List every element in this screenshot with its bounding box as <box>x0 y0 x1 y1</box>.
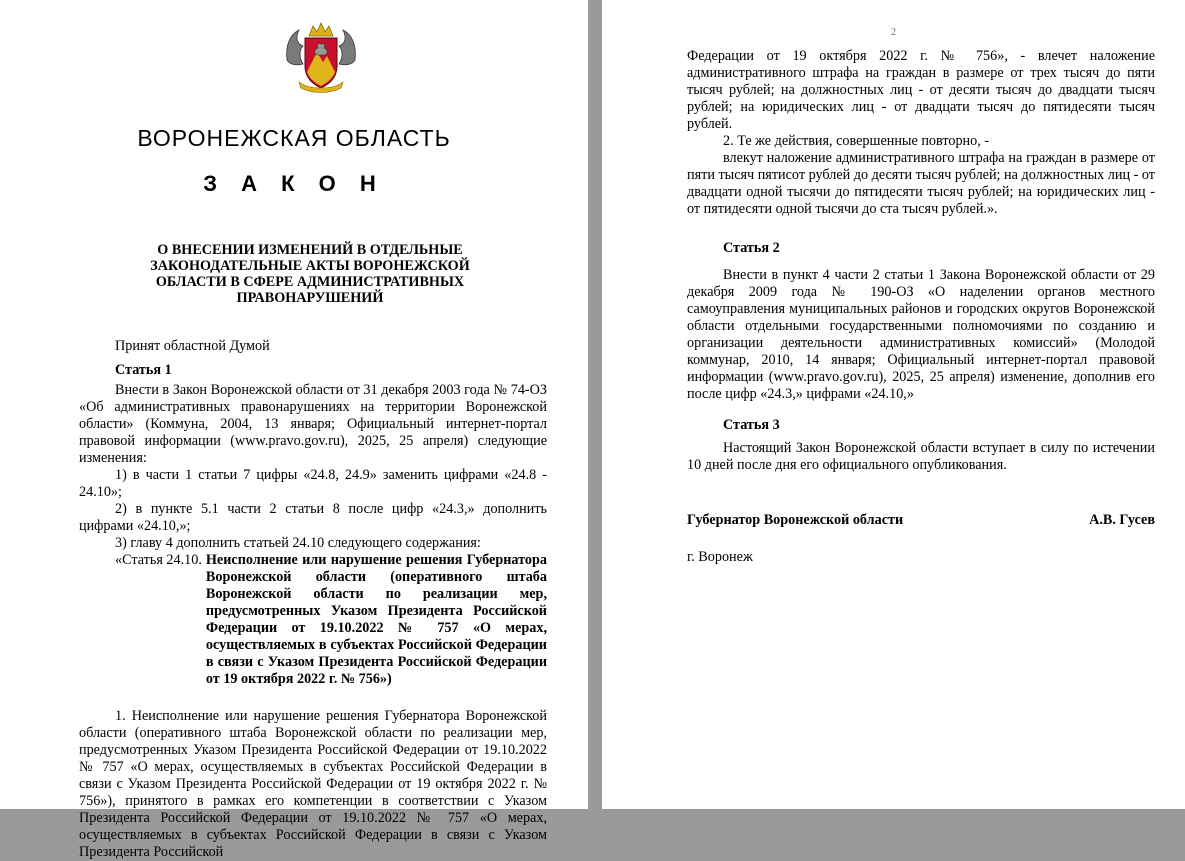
document-type-heading: З А К О Н <box>203 171 385 196</box>
article2-heading: Статья 2 <box>723 240 780 256</box>
paragraph-continuation: Федерации от 19 октября 2022 г. № 756», - влечет наложение административного штрафа на граждан в размере от трех тысяч до пяти тысяч рублей; на должностных лиц - от десяти тысяч до двадцати тысяч рублей; на юридических лиц - от двадцати тысяч до пятидесяти тысяч рублей. <box>687 48 1155 132</box>
voronezh-coat-of-arms-icon <box>281 20 361 96</box>
adopted-line: Принят областной Думой <box>115 338 270 354</box>
document-page-2 <box>602 0 1185 809</box>
page1-body <box>79 338 547 861</box>
article1-heading: Статья 1 <box>115 362 172 378</box>
city-line: г. Воронеж <box>687 549 753 565</box>
signature-line <box>687 512 1155 529</box>
page-number: 2 <box>891 27 896 38</box>
new-article-label: «Статья 24.10. <box>115 552 202 568</box>
article1-intro: Внести в Закон Воронежской области от 31 декабря 2003 года № 74-ОЗ «Об административных правонарушениях на территории Воронежской области» (Коммуна, 2004, 13 января; Официальный интернет-портал правовой информации (www.pravo.gov.ru), 2025, 25 апреля) следующие изменения: <box>79 382 547 466</box>
law-title: О ВНЕСЕНИИ ИЗМЕНЕНИЙ В ОТДЕЛЬНЫЕ ЗАКОНОДАТЕЛЬНЫЕ АКТЫ ВОРОНЕЖСКОЙ ОБЛАСТИ В СФЕРЕ АДМИНИСТРАТИВНЫХ ПРАВОНАРУШЕНИЙ <box>150 242 470 306</box>
article-paragraph-2b: влекут наложение административного штрафа на граждан в размере от пяти тысяч пятисот рублей до десяти тысяч рублей; на должностных лиц - от двадцати одной тысячи до пятидесяти тысяч рублей; на юридических лиц - от пятидесяти одной тысячи до ста тысяч рублей.». <box>687 150 1155 217</box>
article2-text: Внести в пункт 4 части 2 статьи 1 Закона Воронежской области от 29 декабря 2009 года № 190-ОЗ «О наделении органов местного самоуправления муниципальных районов и городских округов Воронежской области отдельными государственными полномочиями по созданию и организации деятельности административных комиссий» (Молодой коммунар, 2010, 14 января; Официальный интернет-портал правовой информации (www.pravo.gov.ru), 2025, 25 апреля) изменение, дополнив его после цифр «24.3,» цифрами «24.10,» <box>687 267 1155 402</box>
article1-item2: 2) в пункте 5.1 части 2 статьи 8 после цифр «24.3,» дополнить цифрами «24.10,»; <box>79 501 547 534</box>
new-article-title: Неисполнение или нарушение решения Губернатора Воронежской области (оперативного штаба Воронежской области по реализации мер, предусмотренных Указом Президента Российской Федерации от 19.10.2022 № 757 «О мерах, осуществляемых в субъектах Российской Федерации в связи с Указом Президента Российской Федерации от 19 октября 2022 г. № 756») <box>205 552 547 687</box>
signer-name: А.В. Гусев <box>1089 512 1155 528</box>
article-paragraph-1: 1. Неисполнение или нарушение решения Губернатора Воронежской области (оперативного штаба Воронежской области по реализации мер, предусмотренных Указом Президента Российской Федерации от 19.10.2022 № 757 «О мерах, осуществляемых в субъектах Российской Федерации в связи с Указом Президента Российской Федерации от 19 октября 2022 г. № 756»), принятого в рамках его компетенции в соответствии с Указом Президента Российской Федерации от 19.10.2022 № 757 «О мерах, осуществляемых в субъектах Российской Федерации в связи с Указом Президента Российской <box>79 708 547 860</box>
region-heading: ВОРОНЕЖСКАЯ ОБЛАСТЬ <box>137 125 451 151</box>
new-article-block <box>79 552 547 688</box>
article1-item1: 1) в части 1 статьи 7 цифры «24.8, 24.9» заменить цифрами «24.8 - 24.10»; <box>79 467 547 500</box>
article3-text: Настоящий Закон Воронежской области вступает в силу по истечении 10 дней после дня его официального опубликования. <box>687 440 1155 473</box>
signer-title: Губернатор Воронежской области <box>687 512 904 528</box>
article1-item3: 3) главу 4 дополнить статьей 24.10 следующего содержания: <box>115 535 481 551</box>
document-page-1 <box>0 0 588 860</box>
page2-body <box>687 48 1155 566</box>
article-paragraph-2a: 2. Те же действия, совершенные повторно, - <box>723 133 990 149</box>
article3-heading: Статья 3 <box>723 417 780 433</box>
